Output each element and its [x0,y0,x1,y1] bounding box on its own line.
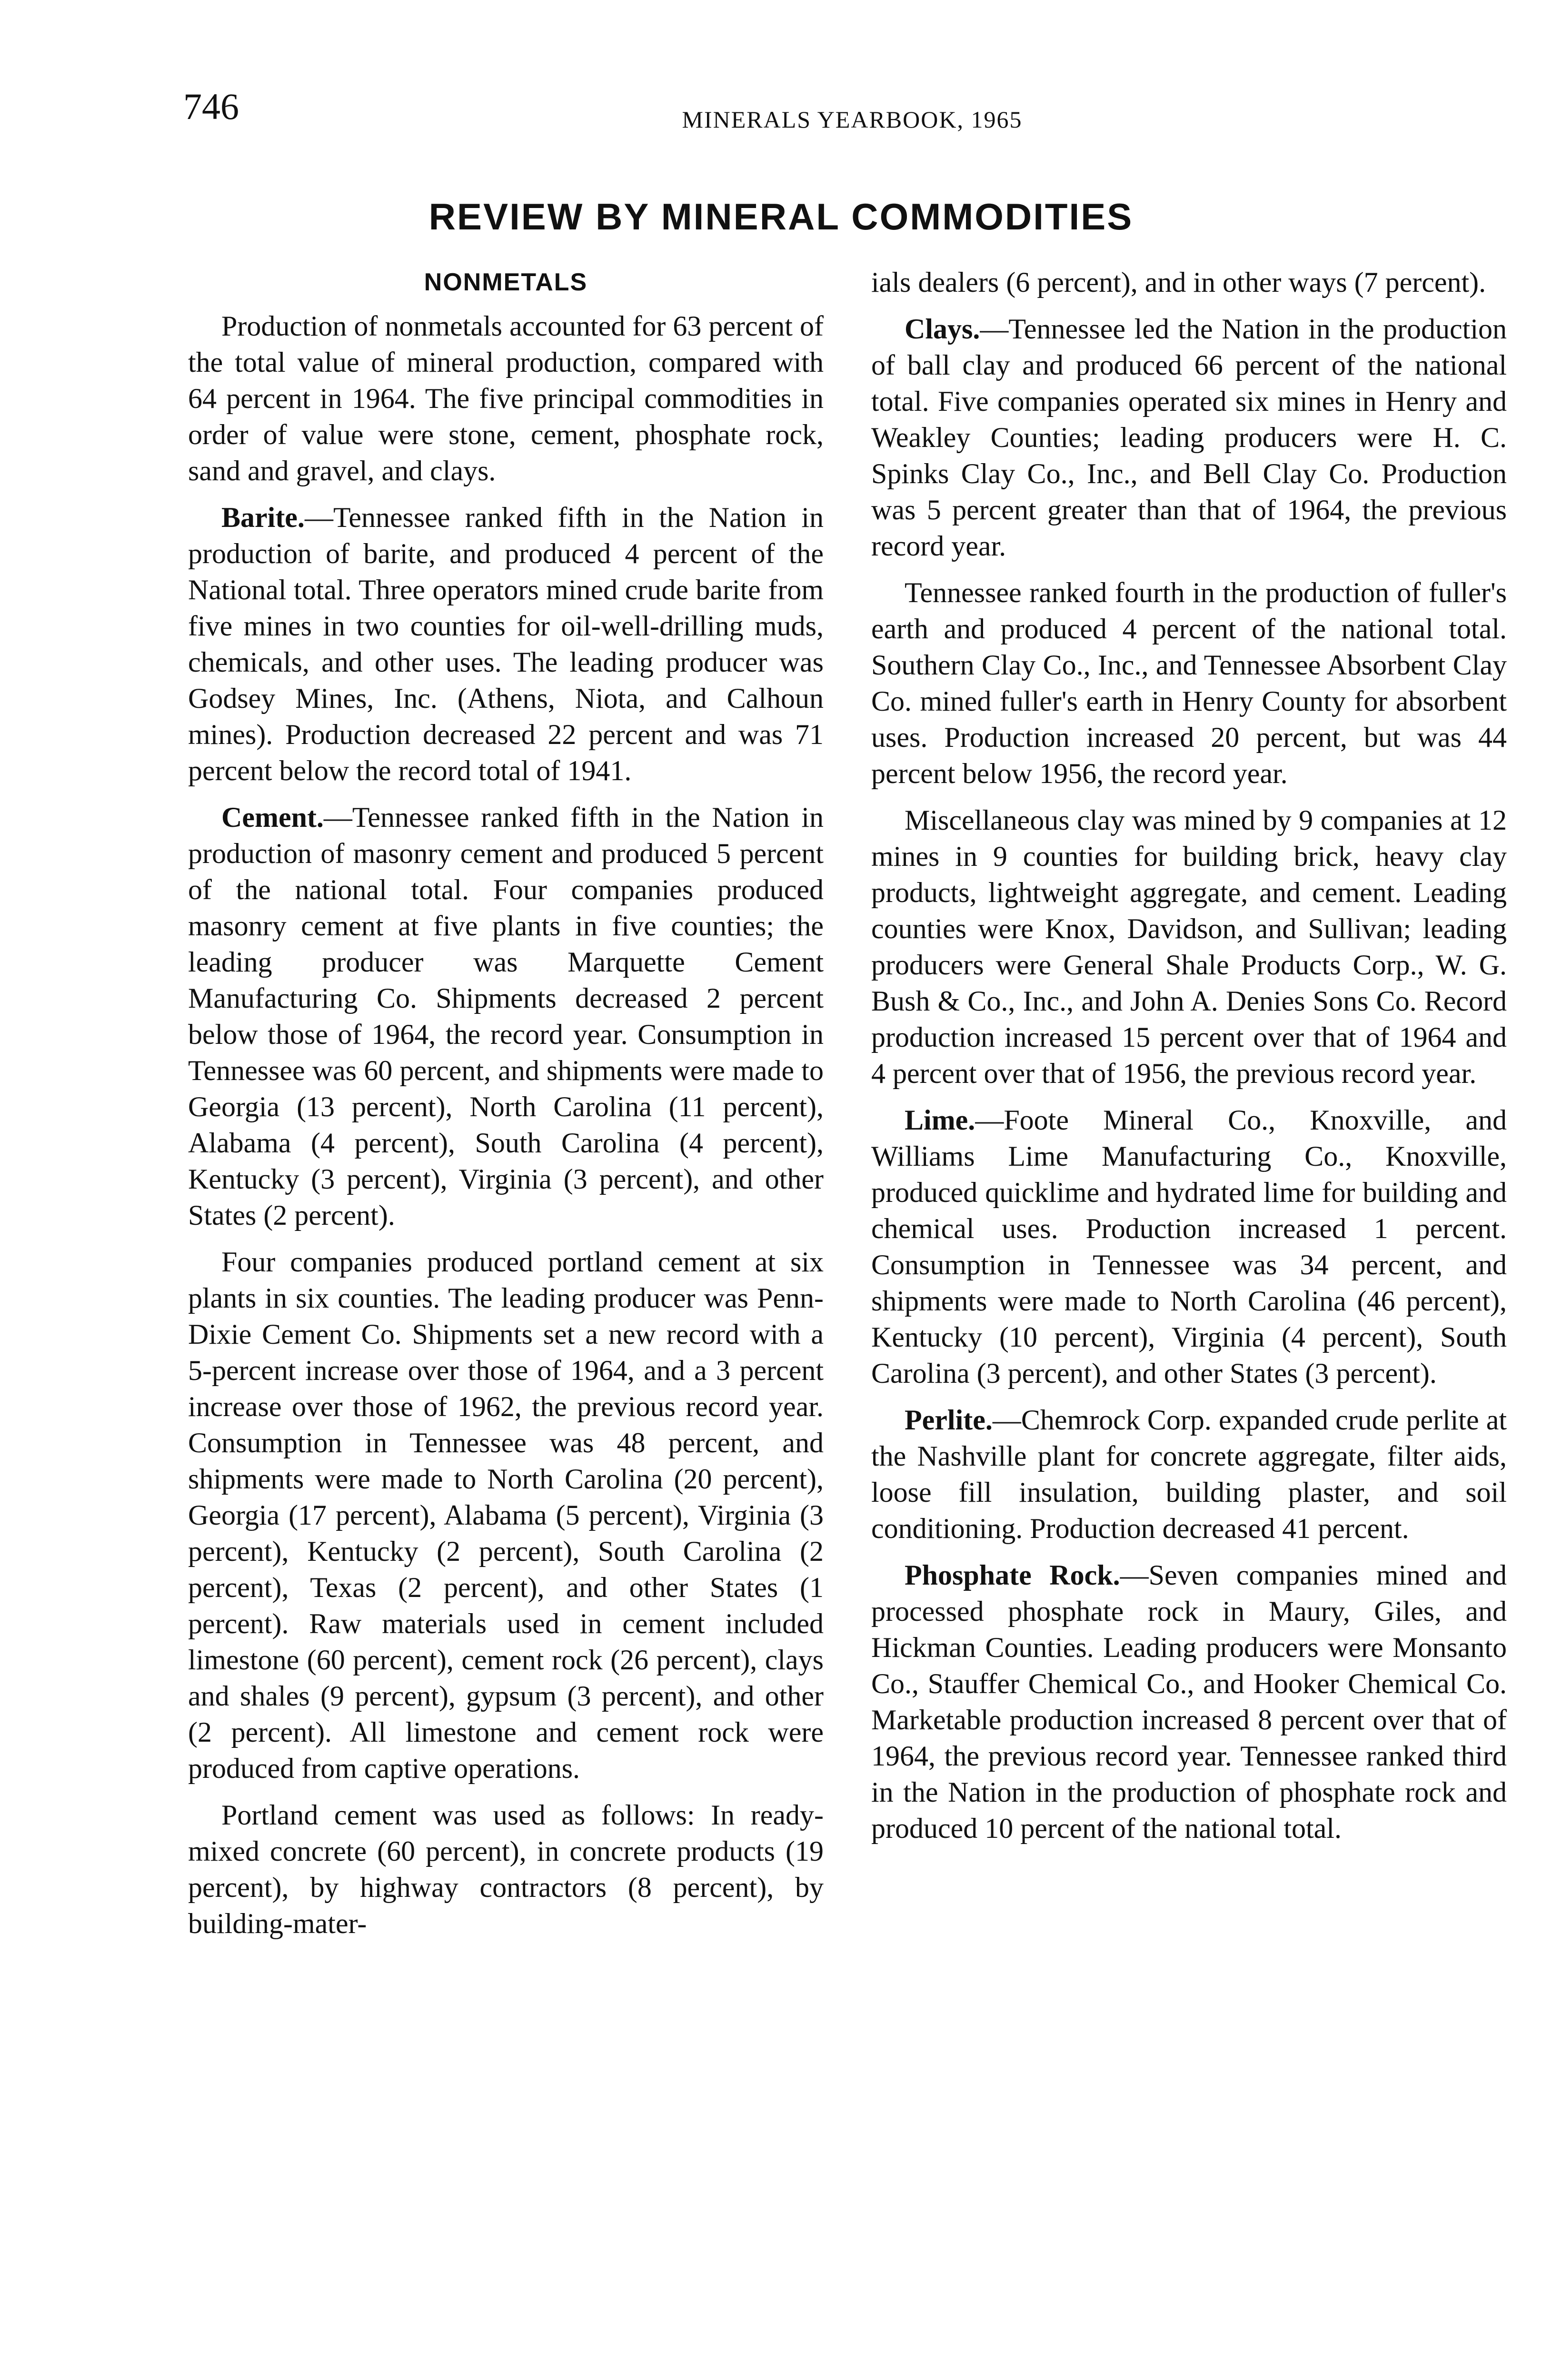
running-head: MINERALS YEARBOOK, 1965 [682,106,1023,133]
text-clays: —Tennessee led the Nation in the production of ball clay and produced 66 percent of the national total. Five companies operated six mines in Henry and Weakley Counties; leading producers were H. C. Spinks Clay Co., Inc., and Bell Clay Co. Production was 5 percent greater than that of 1964, the previous record year. [871,313,1507,562]
page-number: 746 [183,86,239,127]
lead-cement: Cement. [221,802,324,833]
paragraph-barite [188,499,824,789]
paragraph-clays [871,311,1507,564]
left-column [188,264,824,1952]
paragraph-phosphate-rock [871,1557,1507,1846]
right-column [871,264,1507,1857]
text-cement: —Tennessee ranked fifth in the Nation in production of masonry cement and produced 5 percent of the national total. Four companies produced masonry cement at five plants in five counties; the leading producer was Marquette Cement Manufacturing Co. Shipments decreased 2 percent below those of 1964, the record year. Consumption in Tennessee was 60 percent, and shipments were made to Georgia (13 percent), North Carolina (11 percent), Alabama (4 percent), South Carolina (4 percent), Kentucky (3 percent), Virginia (3 percent), and other States (2 percent). [188,802,824,1231]
section-title: REVIEW BY MINERAL COMMODITIES [428,196,1134,238]
paragraph-fullers-earth: Tennessee ranked fourth in the production of fuller's earth and produced 4 percent of the national total. Southern Clay Co., Inc., and Tennessee Absorbent Clay Co. mined fuller's earth in Henry County for absorbent uses. Production increased 20 percent, but was 44 percent below 1956, the record year. [871,577,1507,789]
paragraph-portland-cement: Four companies produced portland cement at six plants in six counties. The leading producer was Penn-Dixie Cement Co. Shipments set a new record with a 5-percent increase over those of 1964, and a 3 percent increase over those of 1962, the previous record year. Consumption in Tennessee was 48 percent, and shipments were made to North Carolina (20 percent), Georgia (17 percent), Alabama (5 percent), Virginia (3 percent), Kentucky (2 percent), South Carolina (2 percent), Texas (2 percent), and other States (1 percent). Raw materials used in cement included limestone (60 percent), cement rock (26 percent), clays and shales (9 percent), gypsum (3 percent), and other (2 percent). All limestone and cement rock were produced from captive operations. [188,1246,824,1784]
paragraph-continuation: ials dealers (6 percent), and in other ways (7 percent). [871,267,1486,298]
text-phosphate-rock: —Seven companies mined and processed phosphate rock in Maury, Giles, and Hickman Counties. Leading producers were Monsanto Co., Stauffer Chemical Co., and Hooker Chemical Co. Marketable production increased 8 percent over that of 1964, the previous record year. Tennessee ranked third in the Nation in the production of phosphate rock and produced 10 percent of the national total. [871,1559,1507,1844]
paragraph-miscellaneous-clay: Miscellaneous clay was mined by 9 companies at 12 mines in 9 counties for building brick, heavy clay products, lightweight aggregate, and cement. Leading counties were Knox, Davidson, and Sullivan; leading producers were General Shale Products Corp., W. G. Bush & Co., Inc., and John A. Denies Sons Co. Record production increased 15 percent over that of 1964 and 4 percent over that of 1956, the previous record year. [871,804,1507,1089]
text-perlite: —Chemrock Corp. expanded crude perlite at the Nashville plant for concrete aggregate, filter aids, loose fill insulation, building plaster, and soil conditioning. Production decreased 41 percent. [871,1404,1507,1544]
lead-perlite: Perlite. [905,1404,993,1436]
paragraph-perlite [871,1402,1507,1547]
lead-clays: Clays. [905,313,980,345]
paragraph-lime [871,1102,1507,1391]
text-lime: —Foote Mineral Co., Knoxville, and Williams Lime Manufacturing Co., Knoxville, produced quicklime and hydrated lime for building and chemical uses. Production increased 1 percent. Consumption in Tennessee was 34 percent, and shipments were made to North Carolina (46 percent), Kentucky (10 percent), Virginia (4 percent), South Carolina (3 percent), and other States (3 percent). [871,1104,1507,1389]
lead-phosphate-rock: Phosphate Rock. [905,1559,1120,1591]
lead-lime: Lime. [905,1104,975,1136]
paragraph-intro: Production of nonmetals accounted for 63 percent of the total value of mineral production, compared with 64 percent in 1964. The five principal commodities in order of value were stone, cement, phosphate rock, sand and gravel, and clays. [188,310,824,486]
paragraph-cement [188,799,824,1233]
text-barite: —Tennessee ranked fifth in the Nation in production of barite, and produced 4 percent of the National total. Three operators mined crude barite from five mines in two counties for oil-well-drilling muds, chemicals, and other uses. The leading producer was Godsey Mines, Inc. (Athens, Niota, and Calhoun mines). Production decreased 22 percent and was 71 percent below the record total of 1941. [188,502,824,786]
subhead-nonmetals: NONMETALS [424,268,588,296]
lead-barite: Barite. [221,502,305,533]
paragraph-portland-uses: Portland cement was used as follows: In ready-mixed concrete (60 percent), in concrete products (19 percent), by highway contractors (8 percent), by building-mater- [188,1799,824,1939]
